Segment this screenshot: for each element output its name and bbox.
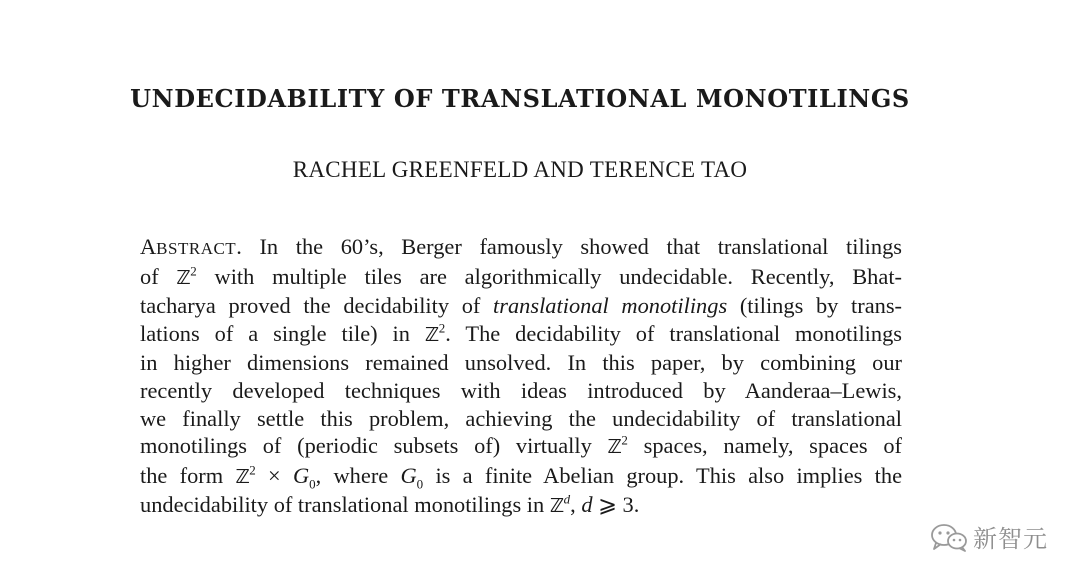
abstract-line-1: ABSTRACT. In the 60’s, Berger famously showed that translational tilings <box>140 234 902 259</box>
abstract-line-6: recently developed techniques with ideas introduced by Aanderaa–Lewis, <box>140 377 902 403</box>
abstract-heading: ABSTRACT. <box>140 234 242 259</box>
math-d: d <box>581 492 593 518</box>
math-z2: ℤ <box>176 266 191 289</box>
abstract-line-10: undecidability of translational monotilings in ℤ$^d$, d ⩾ 3. <box>140 491 640 518</box>
paper-title: UNDECIDABILITY OF TRANSLATIONAL MONOTILINGS <box>130 84 910 113</box>
abstract-line-9: the form ℤ$^2$ × $G_0$, where $G_0$ is a finite Abelian group. This also implies the <box>140 462 903 492</box>
abstract-line-8: monotilings of (periodic subsets of) virtually ℤ$^2$ spaces, namely, spaces of <box>140 432 902 459</box>
wechat-icon <box>929 522 969 552</box>
abstract-line-7: we finally settle this problem, achieving the undecidability of translational <box>140 405 902 431</box>
math-z2: ℤ <box>235 465 250 488</box>
watermark <box>929 519 1048 554</box>
emphasis-translational-monotilings: translational monotilings <box>493 293 728 319</box>
math-zd: ℤ <box>549 495 564 518</box>
abstract <box>140 233 902 521</box>
math-g0: G <box>292 462 310 488</box>
abstract-line-4: lations of a single tile) in ℤ$^2$. The decidability of translational monotilings <box>140 320 902 346</box>
paper-authors: RACHEL GREENFELD AND TERENCE TAO <box>292 157 748 182</box>
watermark-text: 新智元 <box>973 525 1048 553</box>
abstract-line-5: in higher dimensions remained unsolved. In this paper, by combining our <box>140 350 902 376</box>
abstract-line-3: tacharya proved the decidability of translational monotilings (tilings by trans- <box>140 293 902 319</box>
math-z2: ℤ <box>424 323 439 346</box>
abstract-line-2: of ℤ$^2$ with multiple tiles are algorithmically undecidable. Recently, Bhat- <box>140 263 902 289</box>
math-z2: ℤ <box>607 436 622 459</box>
math-g0: G <box>400 462 417 488</box>
